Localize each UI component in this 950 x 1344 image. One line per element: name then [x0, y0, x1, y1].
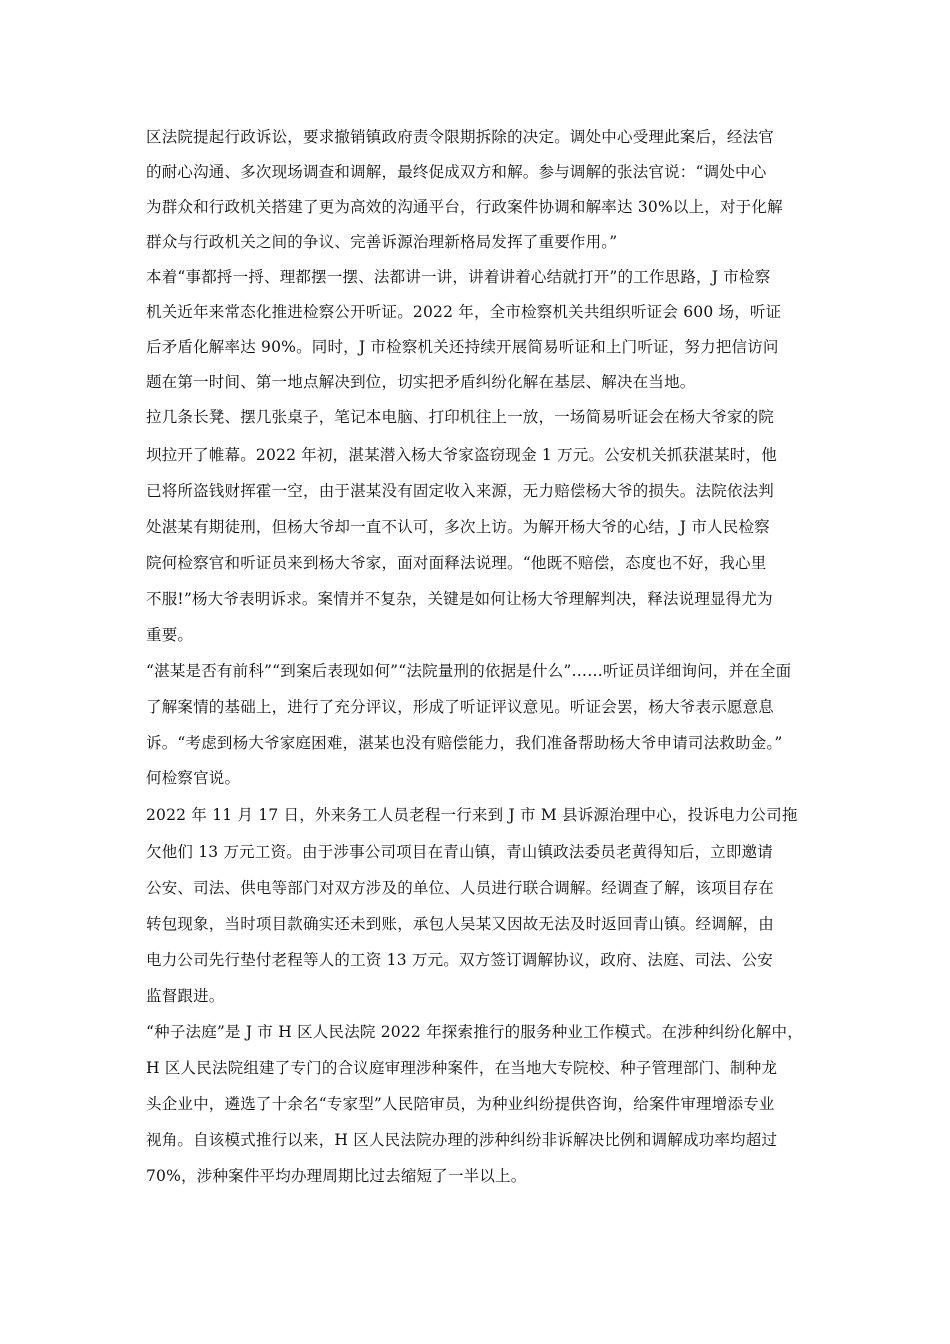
text-line: 本着“事都捋一捋、理都摆一摆、法都讲一讲，讲着讲着心结就打开”的工作思路，J 市检察 — [146, 268, 771, 286]
text-line: “湛某是否有前科”“到案后表现如何”“法院量刑的依据是什么”……听证员详细询问，并在全面 — [146, 662, 792, 680]
text-line: 题在第一时间、第一地点解决到位，切实把矛盾纠纷化解在基层、解决在当地。 — [146, 373, 696, 391]
text-line: 诉。“考虑到杨大爷家庭困难，湛某也没有赔偿能力，我们准备帮助杨大爷申请司法救助金。” — [146, 734, 783, 752]
text-line: 院何检察官和听证员来到杨大爷家，面对面释法说理。“他既不赔偿，态度也不好，我心里 — [146, 554, 767, 572]
text-line: 区法院提起行政诉讼，要求撤销镇政府责令限期拆除的决定。调处中心受理此案后，经法官 — [146, 128, 775, 146]
text-line: H 区人民法院组建了专门的合议庭审理涉种案件，在当地大专院校、种子管理部门、制种龙 — [146, 1059, 778, 1077]
text-line: 机关近年来常态化推进检察公开听证。2022 年，全市检察机关共组织听证会 600 场，听证 — [146, 303, 782, 321]
text-line: 头企业中，遴选了十余名“专家型”人民陪审员，为种业纠纷提供咨询，给案件审理增添专业 — [146, 1095, 775, 1113]
text-line: 后矛盾化解率达 90%。同时，J 市检察机关还持续开展简易听证和上门听证，努力把信访问 — [146, 338, 779, 356]
text-line: 监督跟进。 — [146, 987, 225, 1005]
text-line: 了解案情的基础上，进行了充分评议，形成了听证评议意见。听证会罢，杨大爷表示愿意息 — [146, 698, 775, 716]
text-line: 欠他们 13 万元工资。由于涉事公司项目在青山镇，青山镇政法委员老黄得知后，立即邀请 — [146, 843, 773, 861]
text-line: 不服!”杨大爷表明诉求。案情并不复杂，关键是如何让杨大爷理解判决，释法说理显得尤为 — [146, 590, 773, 608]
text-line: 处湛某有期徒刑，但杨大爷却一直不认可，多次上访。为解开杨大爷的心结，J 市人民检察 — [146, 518, 770, 536]
text-line: 坝拉开了帷幕。2022 年初，湛某潜入杨大爷家盗窃现金 1 万元。公安机关抓获湛某时，他 — [146, 446, 777, 464]
text-line: 转包现象，当时项目款确实还未到账，承包人吴某又因故无法及时返回青山镇。经调解，由 — [146, 915, 775, 933]
text-line: 群众与行政机关之间的争议、完善诉源治理新格局发挥了重要作用。” — [146, 233, 618, 251]
text-line: “种子法庭”是 J 市 H 区人民法院 2022 年探索推行的服务种业工作模式。在涉种纠纷化解中， — [146, 1023, 803, 1041]
text-line: 为群众和行政机关搭建了更为高效的沟通平台，行政案件协调和解率达 30%以上，对于化解 — [146, 198, 783, 216]
text-line: 已将所盗钱财挥霍一空，由于湛某没有固定收入来源，无力赔偿杨大爷的损失。法院依法判 — [146, 482, 775, 500]
text-line: 电力公司先行垫付老程等人的工资 13 万元。双方签订调解协议，政府、法庭、司法、公安 — [146, 951, 773, 969]
text-line: 拉几条长凳、摆几张桌子，笔记本电脑、打印机往上一放，一场简易听证会在杨大爷家的院 — [146, 408, 775, 426]
text-line: 2022 年 11 月 17 日，外来务工人员老程一行来到 J 市 M 县诉源治理中心，投诉电力公司拖 — [146, 806, 798, 824]
text-line: 的耐心沟通、多次现场调查和调解，最终促成双方和解。参与调解的张法官说：“调处中心 — [146, 163, 767, 181]
text-line: 视角。自该模式推行以来，H 区人民法院办理的涉种纠纷非诉解决比例和调解成功率均超过 — [146, 1131, 778, 1149]
text-line: 公安、司法、供电等部门对双方涉及的单位、人员进行联合调解。经调查了解，该项目存在 — [146, 879, 775, 897]
text-line: 何检察官说。 — [146, 769, 241, 787]
text-line: 70%，涉种案件平均办理周期比过去缩短了一半以上。 — [146, 1167, 527, 1185]
text-line: 重要。 — [146, 626, 194, 644]
